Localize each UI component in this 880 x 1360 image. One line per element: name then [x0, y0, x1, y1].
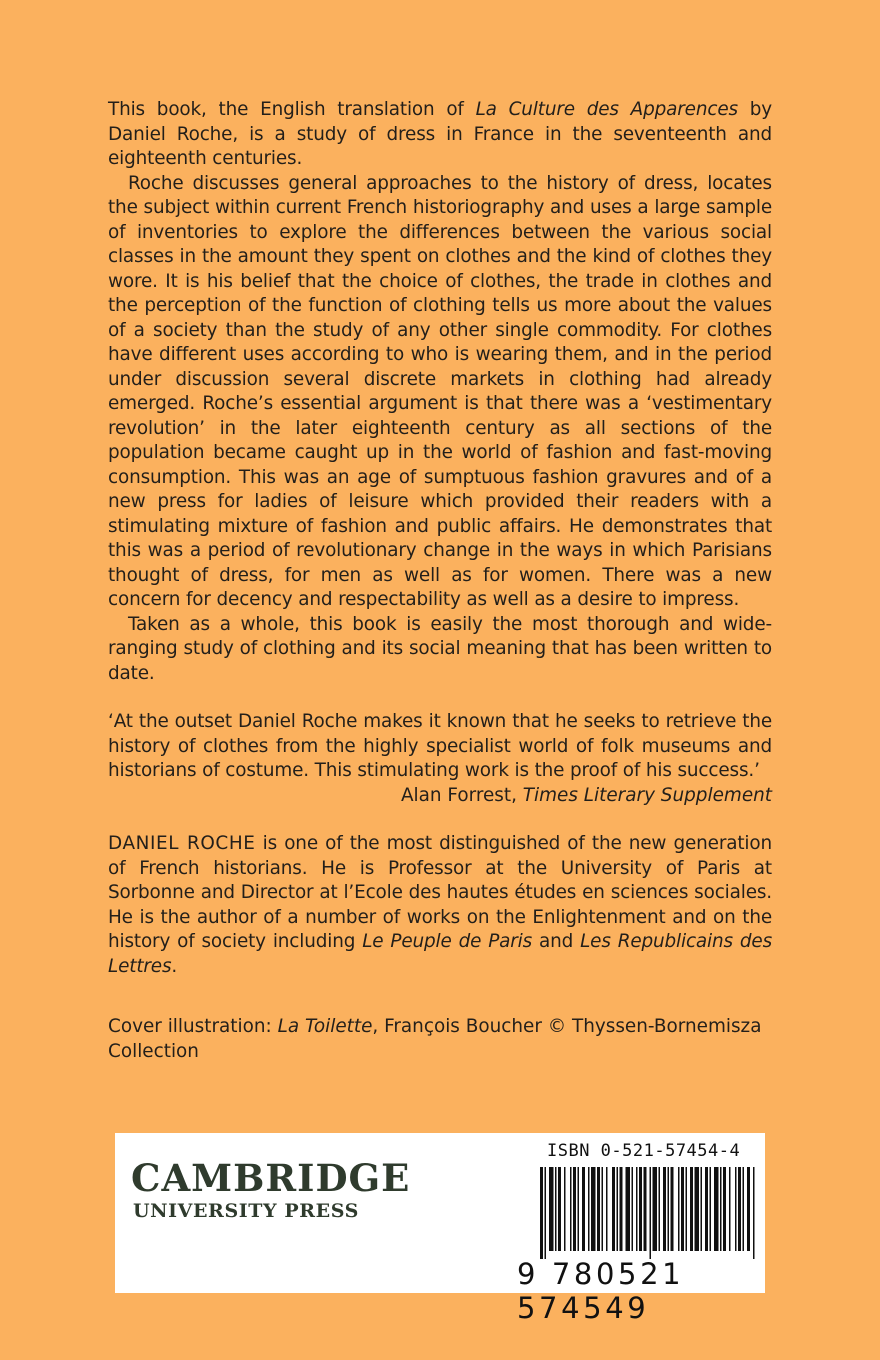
publisher-barcode-panel: [115, 1133, 765, 1325]
blurb-paragraph-1: [108, 98, 772, 172]
author-bio: [108, 832, 772, 979]
review-text: ‘At the outset Daniel Roche makes it known that he seeks to retrieve the history of clothes from the highly specialist world of folk museums and historians of costume. This stimulating work is the proof of his success.’: [108, 711, 772, 781]
cover-credit-label: Cover illustration:: [108, 1016, 278, 1037]
barcode-number: 9 780521 574549: [517, 1257, 685, 1325]
author-bio-text: [108, 832, 772, 979]
author-bio-part: .: [171, 955, 178, 977]
author-work-2: Les Republicains des Lettres: [108, 931, 772, 977]
blurb: [108, 98, 772, 686]
back-cover-text: [108, 98, 772, 1064]
reviewer-name: Alan Forrest,: [400, 784, 523, 806]
blurb-text: This book, the English translation of: [108, 99, 476, 120]
author-name: DANIEL ROCHE: [108, 833, 256, 854]
cover-credit: [108, 1015, 772, 1064]
publisher-name: CAMBRIDGE: [131, 1156, 411, 1200]
blurb-paragraph-3: Taken as a whole, this book is easily the most thorough and wide-ranging study of clothing and its social meaning that has been written to date.: [108, 613, 772, 684]
blurb-text: by Daniel Roche, is a study of dress in France in the seventeenth and eighteenth centuries.: [108, 99, 772, 169]
barcode-icon: [540, 1167, 755, 1259]
author-bio-part: is one of the most distinguished of the new generation of French historians. He is Professor at the University of Paris at Sorbonne and Director at l’Ecole des hautes études en sciences sociales. He is the author of a number of works on the Enlightenment and on the history of society including: [108, 833, 772, 952]
author-work-1: Le Peuple de Paris: [362, 931, 533, 952]
cover-credit-text: , François Boucher © Thyssen-Bornemisza Collection: [108, 1016, 762, 1062]
isbn-label: ISBN 0-521-57454-4: [547, 1141, 741, 1161]
blurb-paragraph-2: Roche discusses general approaches to the history of dress, locates the subject within current French historiography and uses a large sample of inventories to explore the differences between the various social classes in the amount they spent on clothes and the kind of clothes they wore. It is his belief that the choice of clothes, the trade in clothes and the perception of the function of clothing tells us more about the values of a society than the study of any other single commodity. For clothes have different uses according to who is wearing them, and in the period under discussion several discrete markets in clothing had already emerged. Roche’s essential argument is that there was a ‘vestimentary revolution’ in the later eighteenth century as all sections of the population became caught up in the world of fashion and fast-moving consumption. This was an age of sumptuous fashion gravures and of a new press for ladies of leisure which provided their readers with a stimulating mixture of fashion and public affairs. He demonstrates that this was a period of revolutionary change in the ways in which Parisians thought of dress, for men as well as for women. There was a new concern for decency and respectability as well as a desire to impress.: [108, 172, 772, 610]
publisher-subname: UNIVERSITY PRESS: [133, 1200, 359, 1222]
publisher-logo: [131, 1156, 411, 1223]
review-publication: Times Literary Supplement: [522, 784, 772, 806]
review-quote: [108, 710, 772, 808]
original-title: La Culture des Apparences: [475, 99, 738, 120]
author-bio-part: and: [532, 931, 581, 952]
review-attribution: [108, 784, 772, 809]
cover-illustration-title: La Toilette: [277, 1016, 373, 1037]
